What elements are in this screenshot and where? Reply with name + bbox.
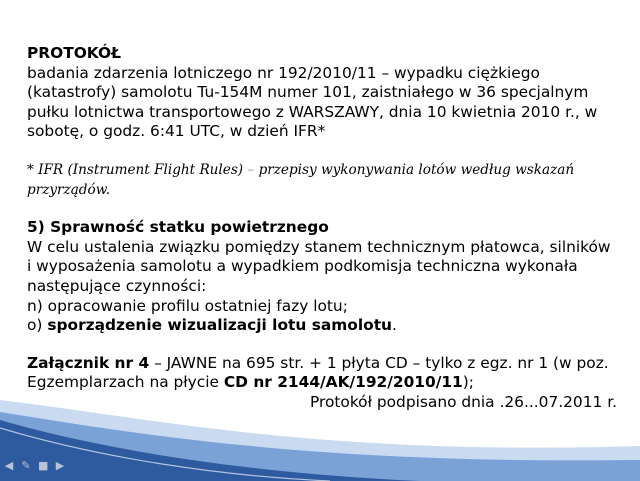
section-line: W celu ustalenia związku pomiędzy stanem technicznym płatowca, silników [27,237,611,256]
protocol-line: sobotę, o godz. 6:41 UTC, w dzień IFR* [27,122,326,141]
arrow-left-icon[interactable]: ◀ [4,459,14,472]
ifr-footnote [27,161,627,200]
list-item-n: n) opracowanie profilu ostatniej fazy lotu; [27,296,348,315]
list-item-o [27,316,627,336]
protocol-line: (katastrofy) samolotu Tu-154M numer 101, zaistniałego w 36 specjalnym [27,83,589,102]
section-heading: 5) Sprawność statku powietrznego [27,218,329,237]
attachment-text: – JAWNE na 695 str. + 1 płyta CD – tylko z egz. nr 1 (w poz. [149,353,609,372]
footnote-term: * IFR (Instrument Flight Rules) [27,161,244,178]
section-line: i wyposażenia samolotu a wypadkiem podkomisja techniczna wykonała [27,257,578,276]
footnote-text-line2: przyrządów. [27,181,111,198]
attachment-text2: Egzemplarzach na płycie [27,373,224,392]
list-item-o-prefix: o) [27,316,48,335]
pen-icon[interactable]: ✎ [21,459,31,472]
protocol-title: PROTOKÓŁ [27,44,121,62]
slideshow-nav [4,459,65,472]
list-item-o-suffix: . [392,316,397,335]
section-5 [27,218,627,336]
slide-menu-icon[interactable]: ■ [38,459,49,472]
protocol-line: badania zdarzenia lotniczego nr 192/2010/11 – wypadku ciężkiego [27,63,540,82]
attachment-text2-end: ); [462,373,474,392]
attachment-note [27,354,627,393]
protocol-text [27,44,627,413]
signature-line: Protokół podpisano dnia .26...07.2011 r. [309,392,617,411]
attachment-label: Załącznik nr 4 [27,353,150,372]
section-line: następujące czynności: [27,276,207,295]
arrow-right-icon[interactable]: ▶ [55,459,65,472]
cd-number: CD nr 2144/AK/192/2010/11 [223,373,463,392]
footnote-dash: – [243,161,259,178]
footnote-text: przepisy wykonywania lotów według wskazań [258,161,575,178]
protocol-line: pułku lotnictwa transportowego z WARSZAWY, dnia 10 kwietnia 2010 r., w [27,102,598,121]
list-item-o-bold: sporządzenie wizualizacji lotu samolotu [47,316,393,335]
